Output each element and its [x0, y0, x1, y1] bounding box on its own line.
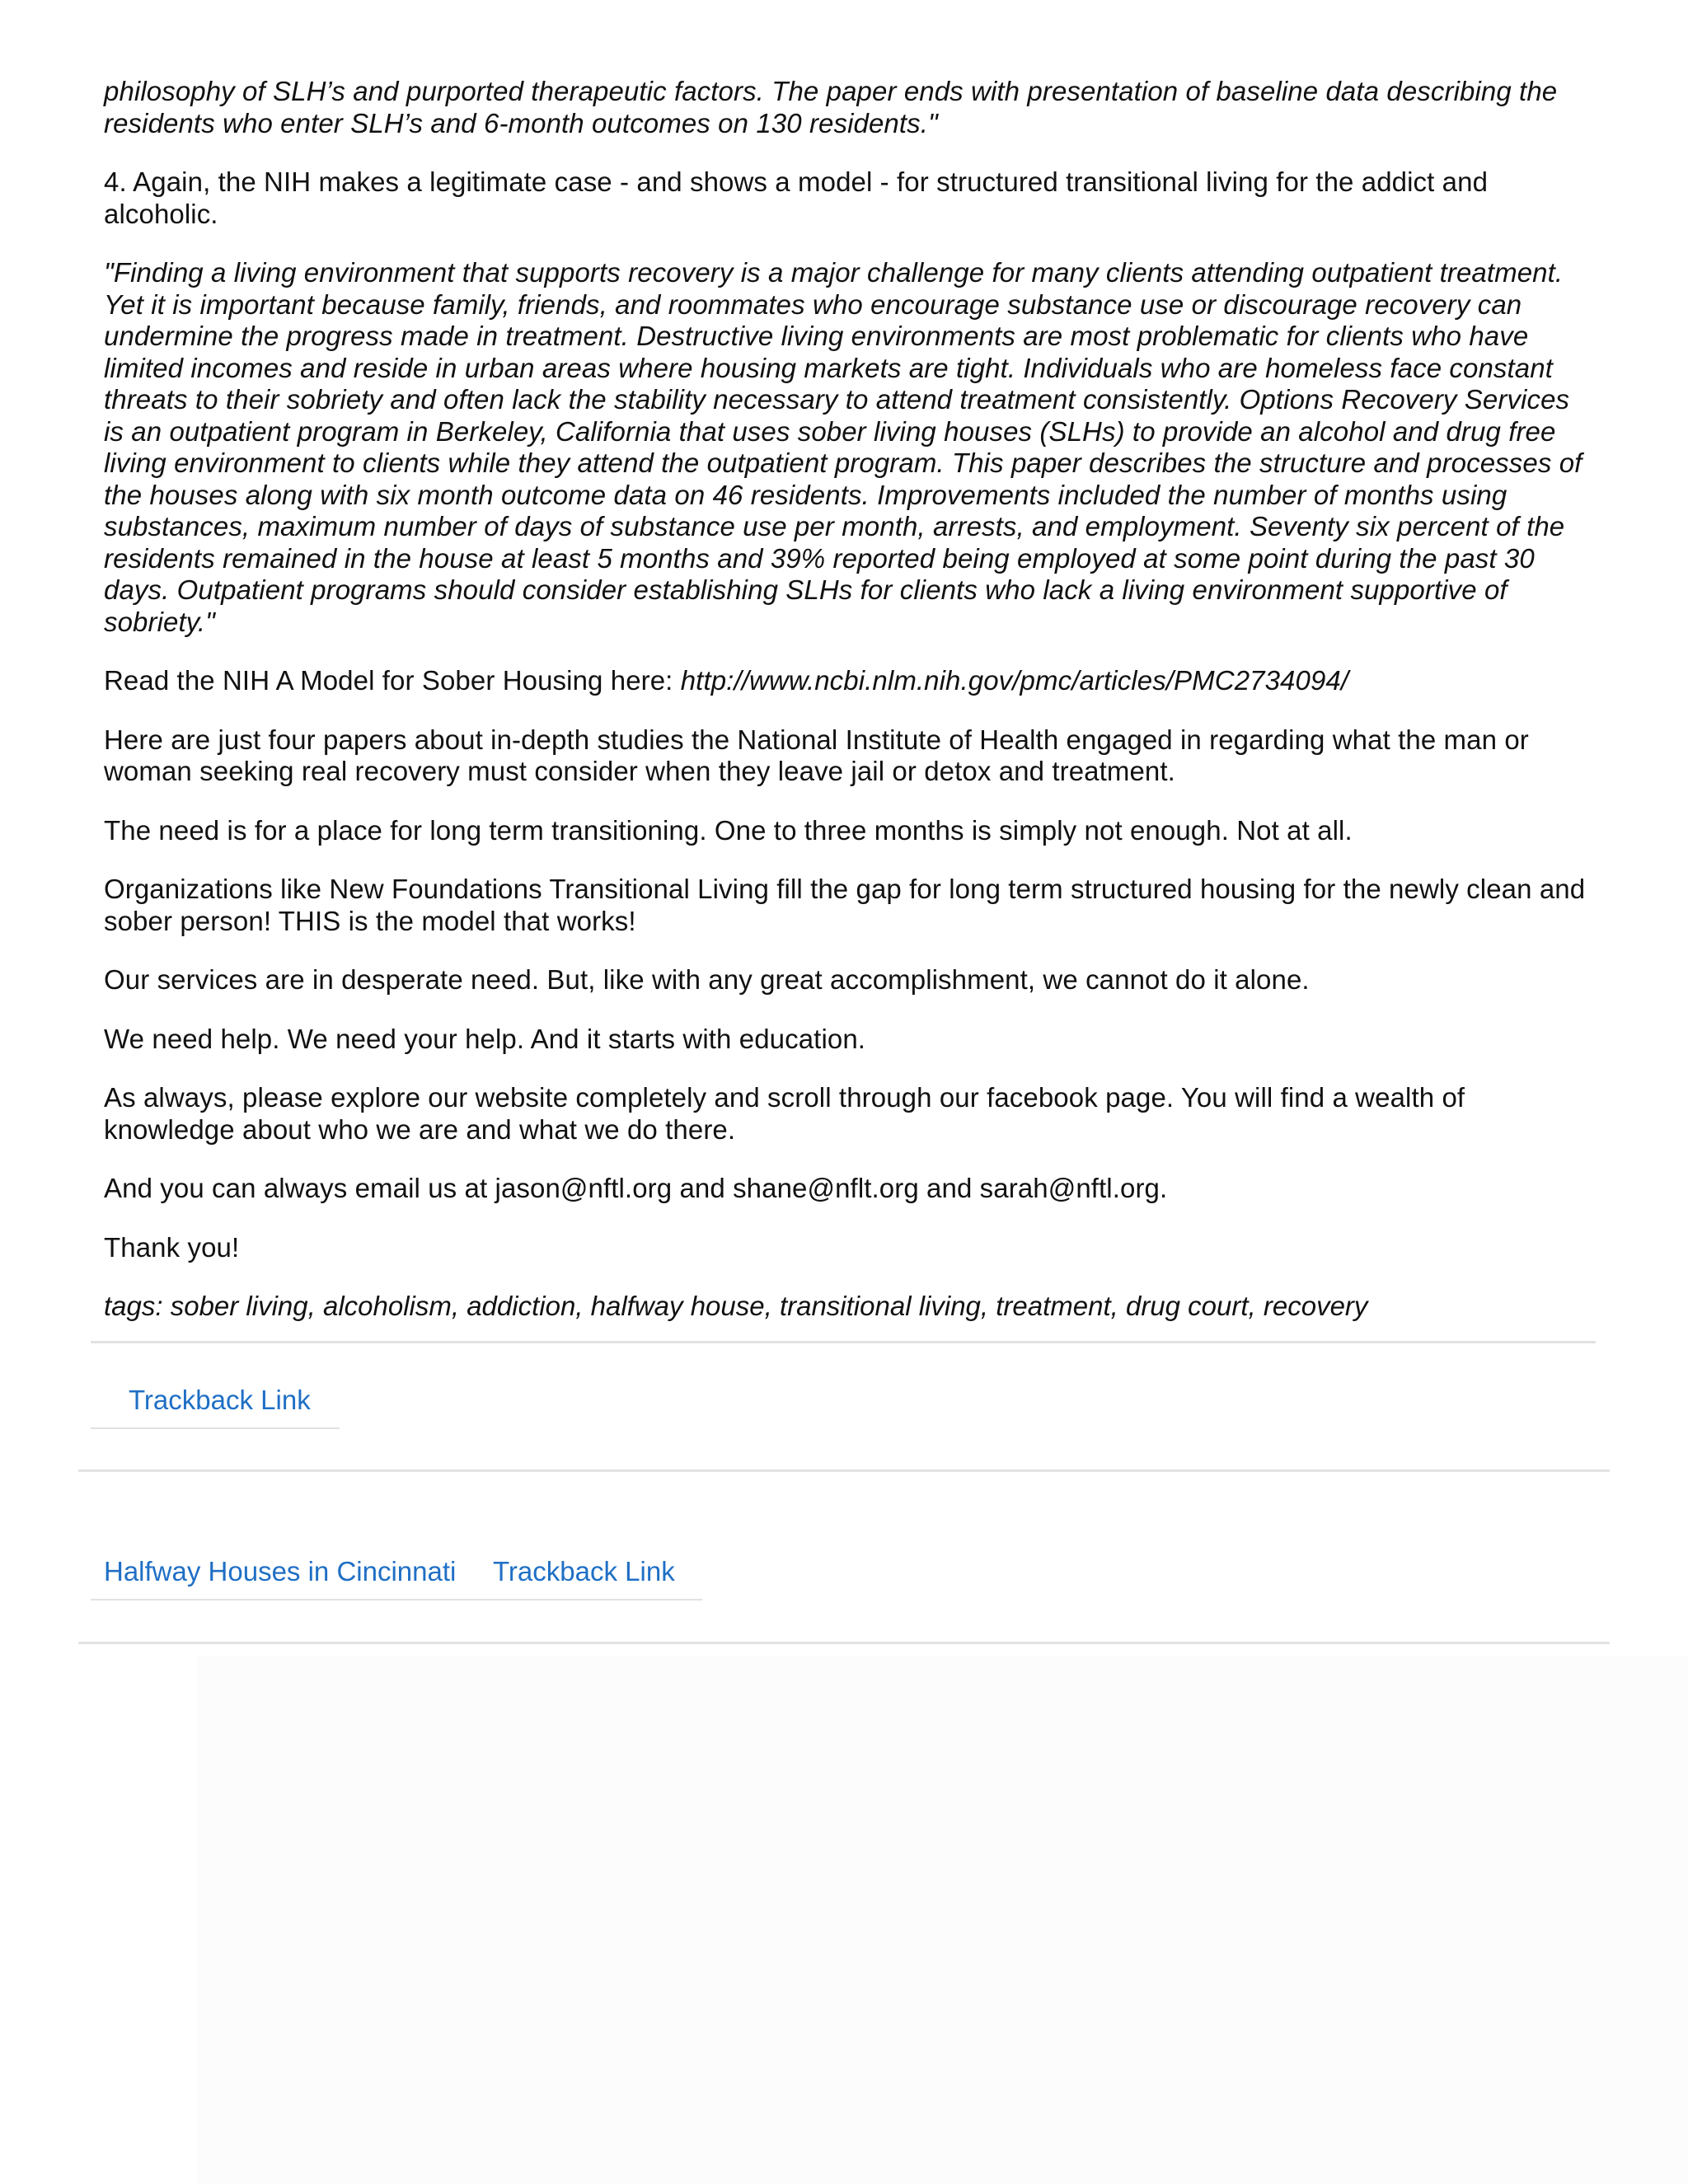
email-paragraph: And you can always email us at jason@nftl.org and shane@nflt.org and sarah@nftl.org.: [104, 1173, 1168, 1203]
trackback-link[interactable]: Trackback Link: [129, 1385, 311, 1415]
nih-article-url: http://www.ncbi.nlm.nih.gov/pmc/articles/PMC2734094/: [680, 665, 1349, 696]
quote-end-paragraph: philosophy of SLH’s and purported therapeutic factors. The paper ends with presentation of baseline data describing the residents who enter SLH’s and 6-month outcomes on 130 residents.": [104, 76, 1558, 138]
help-paragraph: We need help. We need your help. And it starts with education.: [104, 1023, 866, 1054]
post-divider: [78, 1469, 1610, 1472]
services-paragraph: Our services are in desperate need. But, like with any great accomplishment, we cannot do it alone.: [104, 964, 1310, 995]
explore-paragraph: As always, please explore our website completely and scroll through our facebook page. You will find a wealth of knowledge about who we are and what we do there.: [104, 1082, 1465, 1145]
bottom-divider: [78, 1642, 1610, 1644]
lower-background: [0, 1657, 1688, 2184]
thank-you-paragraph: Thank you!: [104, 1231, 240, 1263]
organizations-paragraph: Organizations like New Foundations Transitional Living fill the gap for long term structured housing for the newly clean and sober person! THIS is the model that works!: [104, 874, 1586, 936]
post-tags: tags: sober living, alcoholism, addiction, halfway house, transitional living, treatment, drug court, recovery: [104, 1291, 1368, 1321]
read-model-prefix: Read the NIH A Model for Sober Housing here:: [104, 665, 681, 696]
trackback-link-2[interactable]: Trackback Link: [493, 1556, 675, 1586]
four-papers-paragraph: Here are just four papers about in-depth studies the National Institute of Health engaged in regarding what the man or woman seeking real recovery must consider when they leave jail or detox and treatment.: [104, 724, 1529, 786]
article-body: [104, 76, 1587, 1323]
trackback-underline: [91, 1427, 340, 1429]
read-model-paragraph: [104, 665, 1587, 697]
tags-divider: [91, 1341, 1596, 1343]
links-underline: [91, 1599, 702, 1601]
long-term-need-paragraph: The need is for a place for long term transitioning. One to three months is simply not enough. Not at all.: [104, 814, 1353, 846]
nih-quote-paragraph: "Finding a living environment that supports recovery is a major challenge for many clients attending outpatient treatment. Yet it is important because family, friends, and roommates who encourage substance use or discourage recovery can undermine the progress made in treatment. Destructive living environments are most problematic for clients who have limited incomes and reside in urban areas where housing markets are tight. Individuals who are homeless face constant threats to their sobriety and often lack the stability necessary to attend treatment consistently. Options Recovery Services is an outpatient program in Berkeley, California that uses sober living houses (SLHs) to provide an alcohol and drug free living environment to clients while they attend the outpatient program. This paper describes the structure and processes of the houses along with six month outcome data on 46 residents. Improvements included the number of months using substances, maximum number of days of substance use per month, arrests, and employment. Seventy six percent of the residents remained in the house at least 5 months and 39% reported being employed at some point during the past 30 days. Outpatient programs should consider establishing SLHs for clients who lack a living environment supportive of sobriety.": [104, 257, 1582, 637]
halfway-houses-cincinnati-link[interactable]: Halfway Houses in Cincinnati: [104, 1556, 457, 1586]
point-4-paragraph: 4. Again, the NIH makes a legitimate case - and shows a model - for structured transitional living for the addict and alcoholic.: [104, 166, 1489, 229]
